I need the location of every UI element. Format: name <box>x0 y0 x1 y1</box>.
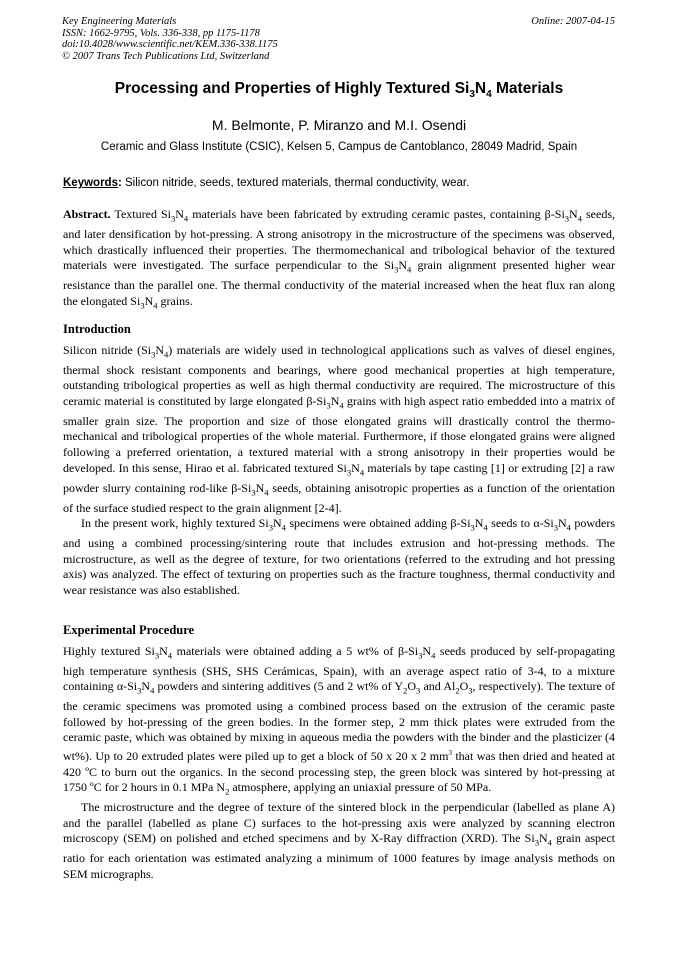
introduction-heading: Introduction <box>63 322 131 336</box>
online-date: Online: 2007-04-15 <box>531 16 615 27</box>
introduction-section <box>63 322 615 598</box>
abstract-label: Abstract. <box>63 207 111 221</box>
experimental-section <box>63 623 615 882</box>
paper-title: Processing and Properties of Highly Textured $Si_3N_4$ Materials <box>114 80 564 101</box>
keywords: Keywords: Silicon nitride, seeds, textured materials, thermal conductivity, wear. <box>63 177 470 189</box>
copyright-line: © 2007 Trans Tech Publications Ltd, Switzerland <box>62 50 270 62</box>
journal-header <box>62 16 278 62</box>
affiliation: Ceramic and Glass Institute (CSIC), Kelsen 5, Campus de Cantoblanco, 28049 Madrid, Spain <box>100 141 578 153</box>
doi-line: doi:10.4028/www.scientific.net/KEM.336-338.1175 <box>62 39 278 50</box>
keywords-label: Keywords <box>63 177 118 189</box>
authors: M. Belmonte, P. Miranzo and M.I. Osendi <box>211 117 467 133</box>
experimental-heading: Experimental Procedure <box>63 623 195 637</box>
experimental-paragraph: The microstructure and the degree of texture of the sintered block in the perpendicular (labelled as plane A) and the parallel (labelled as plane C) surfaces to the hot-pressing axis were analyzed by scanning electron microscopy (SEM) on polished and etched specimens and by X-Ray diffraction (XRD). The $Si_3N_4$ grain aspect ratio for each orientation was estimated analyzing a minimum of 1000 features by image analysis methods on SEM micrographs. <box>63 800 615 881</box>
experimental-paragraph: Highly textured $Si_3N_4$ materials were obtained adding a 5 wt% of $\beta-Si_3N_4$ seeds produced by self-propagating high temperature synthesis (SHS, SHS Cerámicas, Spain), with an average aspect ratio of 3-4, to a mixture containing $\alpha-Si_3N_4$ powders and sintering additives (5 and 2 wt% of $Y_2O_3$ and $Al_2O_3$, respectively). The texture of the ceramic specimens was promoted using a combined process based on the extrusion of the ceramic paste followed by hot-pressing of the green bodies. In the former step, 2 mm thick plates were extruded from the ceramic paste, which was obtained by mixing in aqueous media the powders with the binder and the plasticizer (4 wt%). Up to 20 extruded plates were piled up to get a block of 50 x 20 x 2 $mm^3$ that was then dried and heated at 420 ºC to burn out the organics. In the second processing step, the green block was sintered by hot-pressing at 1750 ºC for 2 hours in 0.1 MPa $N_2$ atmosphere, applying an uniaxial pressure of 50 MPa. <box>63 643 615 797</box>
issn-line: ISSN: 1662-9795, Vols. 336-338, pp 1175-1178 <box>62 27 260 39</box>
abstract: Abstract. Textured $Si_3N_4$ materials have been fabricated by extruding ceramic pastes, containing $\beta-Si_3N_4$ seeds, and later densification by hot-pressing. A strong anisotropy in the microstructure of the specimens was observed, which drastically influenced their properties. The thermomechanical and tribological behavior of the textured materials were investigated. The surface perpendicular to the $Si_3N_4$ grain alignment presented higher wear resistance than the parallel one. The thermal conductivity of the material increased when the heat flux ran along the elongated $Si_3N_4$ grains. <box>63 207 616 311</box>
journal-name: Key Engineering Materials <box>62 16 177 27</box>
introduction-paragraph: In the present work, highly textured $Si_3N_4$ specimens were obtained adding $\beta-Si_3N_4$ seeds to $\alpha-Si_3N_4$ powders and using a combined processing/sintering route that includes extrusion and hot-pressing methods. The microstructure, as well as the degree of texture, for two orientations (referred to the extruding and hot pressing axis) was analyzed. The effect of texturing on properties such as the fracture toughness, thermal conductivity and wear resistance was also established. <box>63 516 615 597</box>
introduction-paragraph: Silicon nitride $(Si_3N_4)$ materials are widely used in technological applications such as valves of diesel engines, thermal shock resistant components and bearings, where good mechanical properties at high temperature, outstanding tribological properties as well as high thermal conductivity are required. The microstructure of this ceramic material is constituted by large elongated $\beta-Si_3N_4$ grains with high aspect ratio embedded into a matrix of smaller grain size. The proportion and size of those elongated grains will drastically control the thermo-mechanical and tribological properties of the whole material. Furthermore, if those elongated grains were aligned following a preferred orientation, a textured material with a strong anisotropy in their properties would be developed. In this sense, Hirao et al. fabricated textured $Si_3N_4$ materials by tape casting [1] or extruding [2] a raw powder slurry containing rod-like $\beta-Si_3N_4$ seeds, obtaining anisotropic properties as a function of the orientation of the surface studied respect to the grain alignment [2-4]. <box>63 342 616 515</box>
